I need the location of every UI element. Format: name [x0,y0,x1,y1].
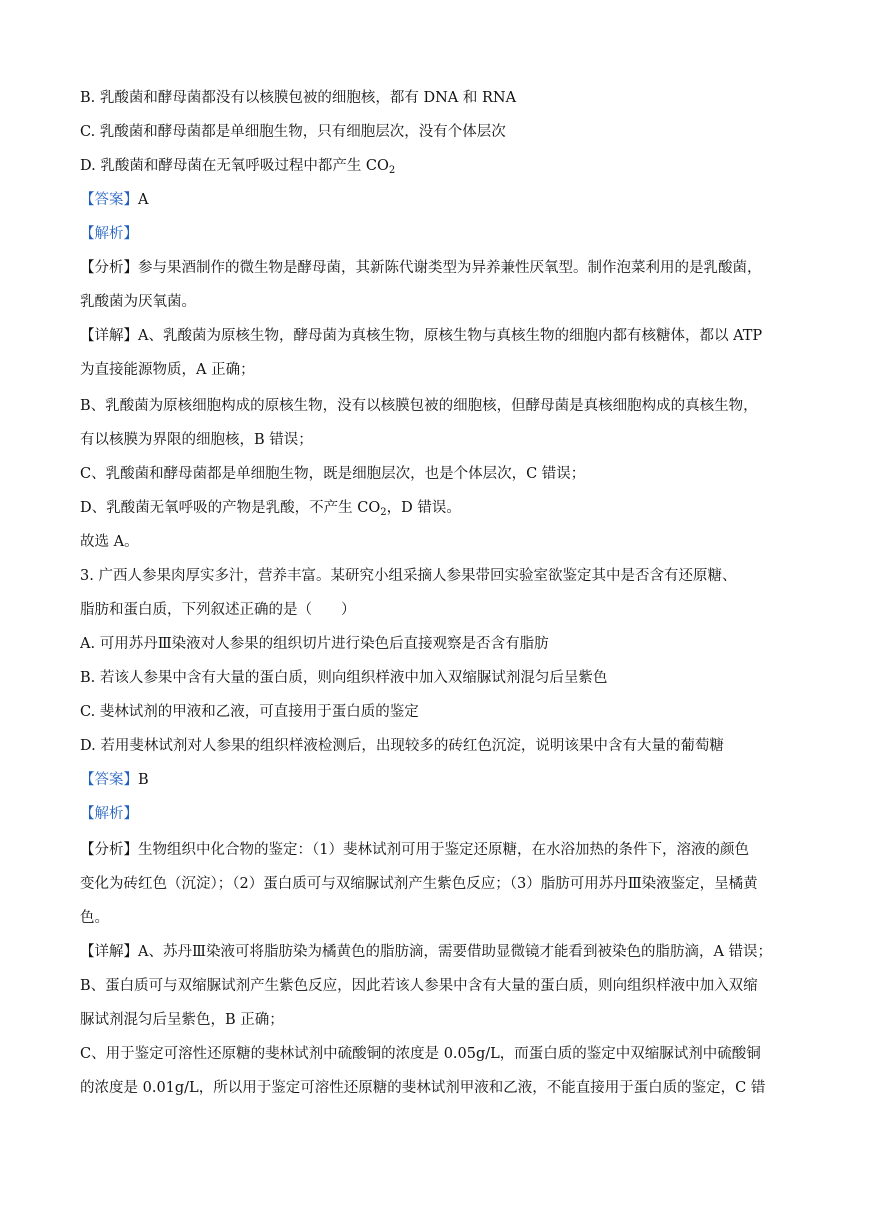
q3-xiangjie-line-1 [80,942,792,962]
q2-xiangjie-line-6 [80,498,792,518]
q2-fenxi-line-1 [80,258,792,278]
q2-xiangjie-line-4: 有以核膜为界限的细胞核，B 错误； [80,432,313,448]
q3-stem-line-1: 3. 广西人参果肉厚实多汁，营养丰富。某研究小组采摘人参果带回实验室欲鉴定其中是否含有还原糖、 [80,568,737,584]
q2-answer-value: A [138,192,149,208]
q2-xiangjie-line-1 [80,326,792,346]
q3-fenxi-line-1 [80,840,792,860]
q2-xiangjie-text-6-end: ，D 错误。 [386,500,461,516]
q2-answer-label: 【答案】 [80,192,138,208]
q3-fenxi-line-3: 色。 [80,910,109,926]
q2-option-b: B. 乳酸菌和酵母菌都没有以核膜包被的细胞核，都有 DNA 和 RNA [80,90,517,106]
q3-option-d: D. 若用斐林试剂对人参果的组织样液检测后，出现较多的砖红色沉淀，说明该果中含有大量的葡萄糖 [80,738,724,754]
q2-xiangjie-line-5: C、乳酸菌和酵母菌都是单细胞生物，既是细胞层次，也是个体层次，C 错误； [80,466,586,482]
q2-fenxi-line-2: 乳酸菌为厌氧菌。 [80,294,196,310]
q2-option-c: C. 乳酸菌和酵母菌都是单细胞生物，只有细胞层次，没有个体层次 [80,124,506,140]
q3-xiangjie-line-3: 脲试剂混匀后呈紫色，B 正确； [80,1012,284,1028]
q3-xiangjie-label: 【详解】 [80,944,138,960]
q3-xiangjie-line-4: C、用于鉴定可溶性还原糖的斐林试剂中硫酸铜的浓度是 0.05g/L，而蛋白质的鉴定中双缩脲试剂中硫酸铜 [80,1046,761,1062]
q3-answer-value: B [138,772,149,788]
q3-answer-label: 【答案】 [80,772,138,788]
q3-option-c: C. 斐林试剂的甲液和乙液，可直接用于蛋白质的鉴定 [80,704,419,720]
q2-fenxi-label: 【分析】 [80,260,138,276]
q3-xiangjie-text-1: A、苏丹Ⅲ染液可将脂肪染为橘黄色的脂肪滴，需要借助显微镜才能看到被染色的脂肪滴，A 错误； [138,944,773,960]
q3-fenxi-text-1: 生物组织中化合物的鉴定：（1）斐林试剂可用于鉴定还原糖，在水浴加热的条件下，溶液的颜色 [138,842,749,858]
q2-xiangjie-line-3: B、乳酸菌为原核细胞构成的原核生物，没有以核膜包被的细胞核，但酵母菌是真核细胞构成的真核生物， [80,398,758,414]
q3-fenxi-label: 【分析】 [80,842,138,858]
q3-analysis-heading [80,804,792,824]
q3-option-a: A. 可用苏丹Ⅲ染液对人参果的组织切片进行染色后直接观察是否含有脂肪 [80,636,549,652]
q2-xiangjie-line-2: 为直接能源物质，A 正确； [80,362,255,378]
q2-conclusion: 故选 A。 [80,534,139,550]
q2-option-d [80,156,792,176]
q3-option-b: B. 若该人参果中含有大量的蛋白质，则向组织样液中加入双缩脲试剂混匀后呈紫色 [80,670,608,686]
q3-analysis-label: 【解析】 [80,806,138,822]
q2-analysis-heading [80,224,792,244]
q2-option-d-text: D. 乳酸菌和酵母菌在无氧呼吸过程中都产生 CO [80,158,389,174]
q2-xiangjie-text-6: D、乳酸菌无氧呼吸的产物是乳酸，不产生 CO [80,500,381,516]
q2-answer [80,190,792,210]
q3-stem-line-2: 脂肪和蛋白质，下列叙述正确的是（ ） [80,602,356,618]
q2-xiangjie-text-1: A、乳酸菌为原核生物，酵母菌为真核生物，原核生物与真核生物的细胞内都有核糖体，都以 ATP [138,328,763,344]
q3-xiangjie-line-2: B、蛋白质可与双缩脲试剂产生紫色反应，因此若该人参果中含有大量的蛋白质，则向组织样液中加入双缩 [80,978,758,994]
q2-fenxi-text-1: 参与果酒制作的微生物是酵母菌，其新陈代谢类型为异养兼性厌氧型。制作泡菜利用的是乳酸菌， [138,260,762,276]
q3-fenxi-line-2: 变化为砖红色（沉淀）；（2）蛋白质可与双缩脲试剂产生紫色反应；（3）脂肪可用苏丹Ⅲ染液鉴定，呈橘黄 [80,876,758,892]
q2-xiangjie-subscript: 2 [380,507,387,518]
q2-xiangjie-label: 【详解】 [80,328,138,344]
q2-option-d-subscript: 2 [388,165,396,176]
q3-xiangjie-line-5: 的浓度是 0.01g/L，所以用于鉴定可溶性还原糖的斐林试剂甲液和乙液，不能直接用于蛋白质的鉴定，C 错 [80,1080,766,1096]
q2-analysis-label: 【解析】 [80,226,138,242]
q3-answer [80,770,792,790]
